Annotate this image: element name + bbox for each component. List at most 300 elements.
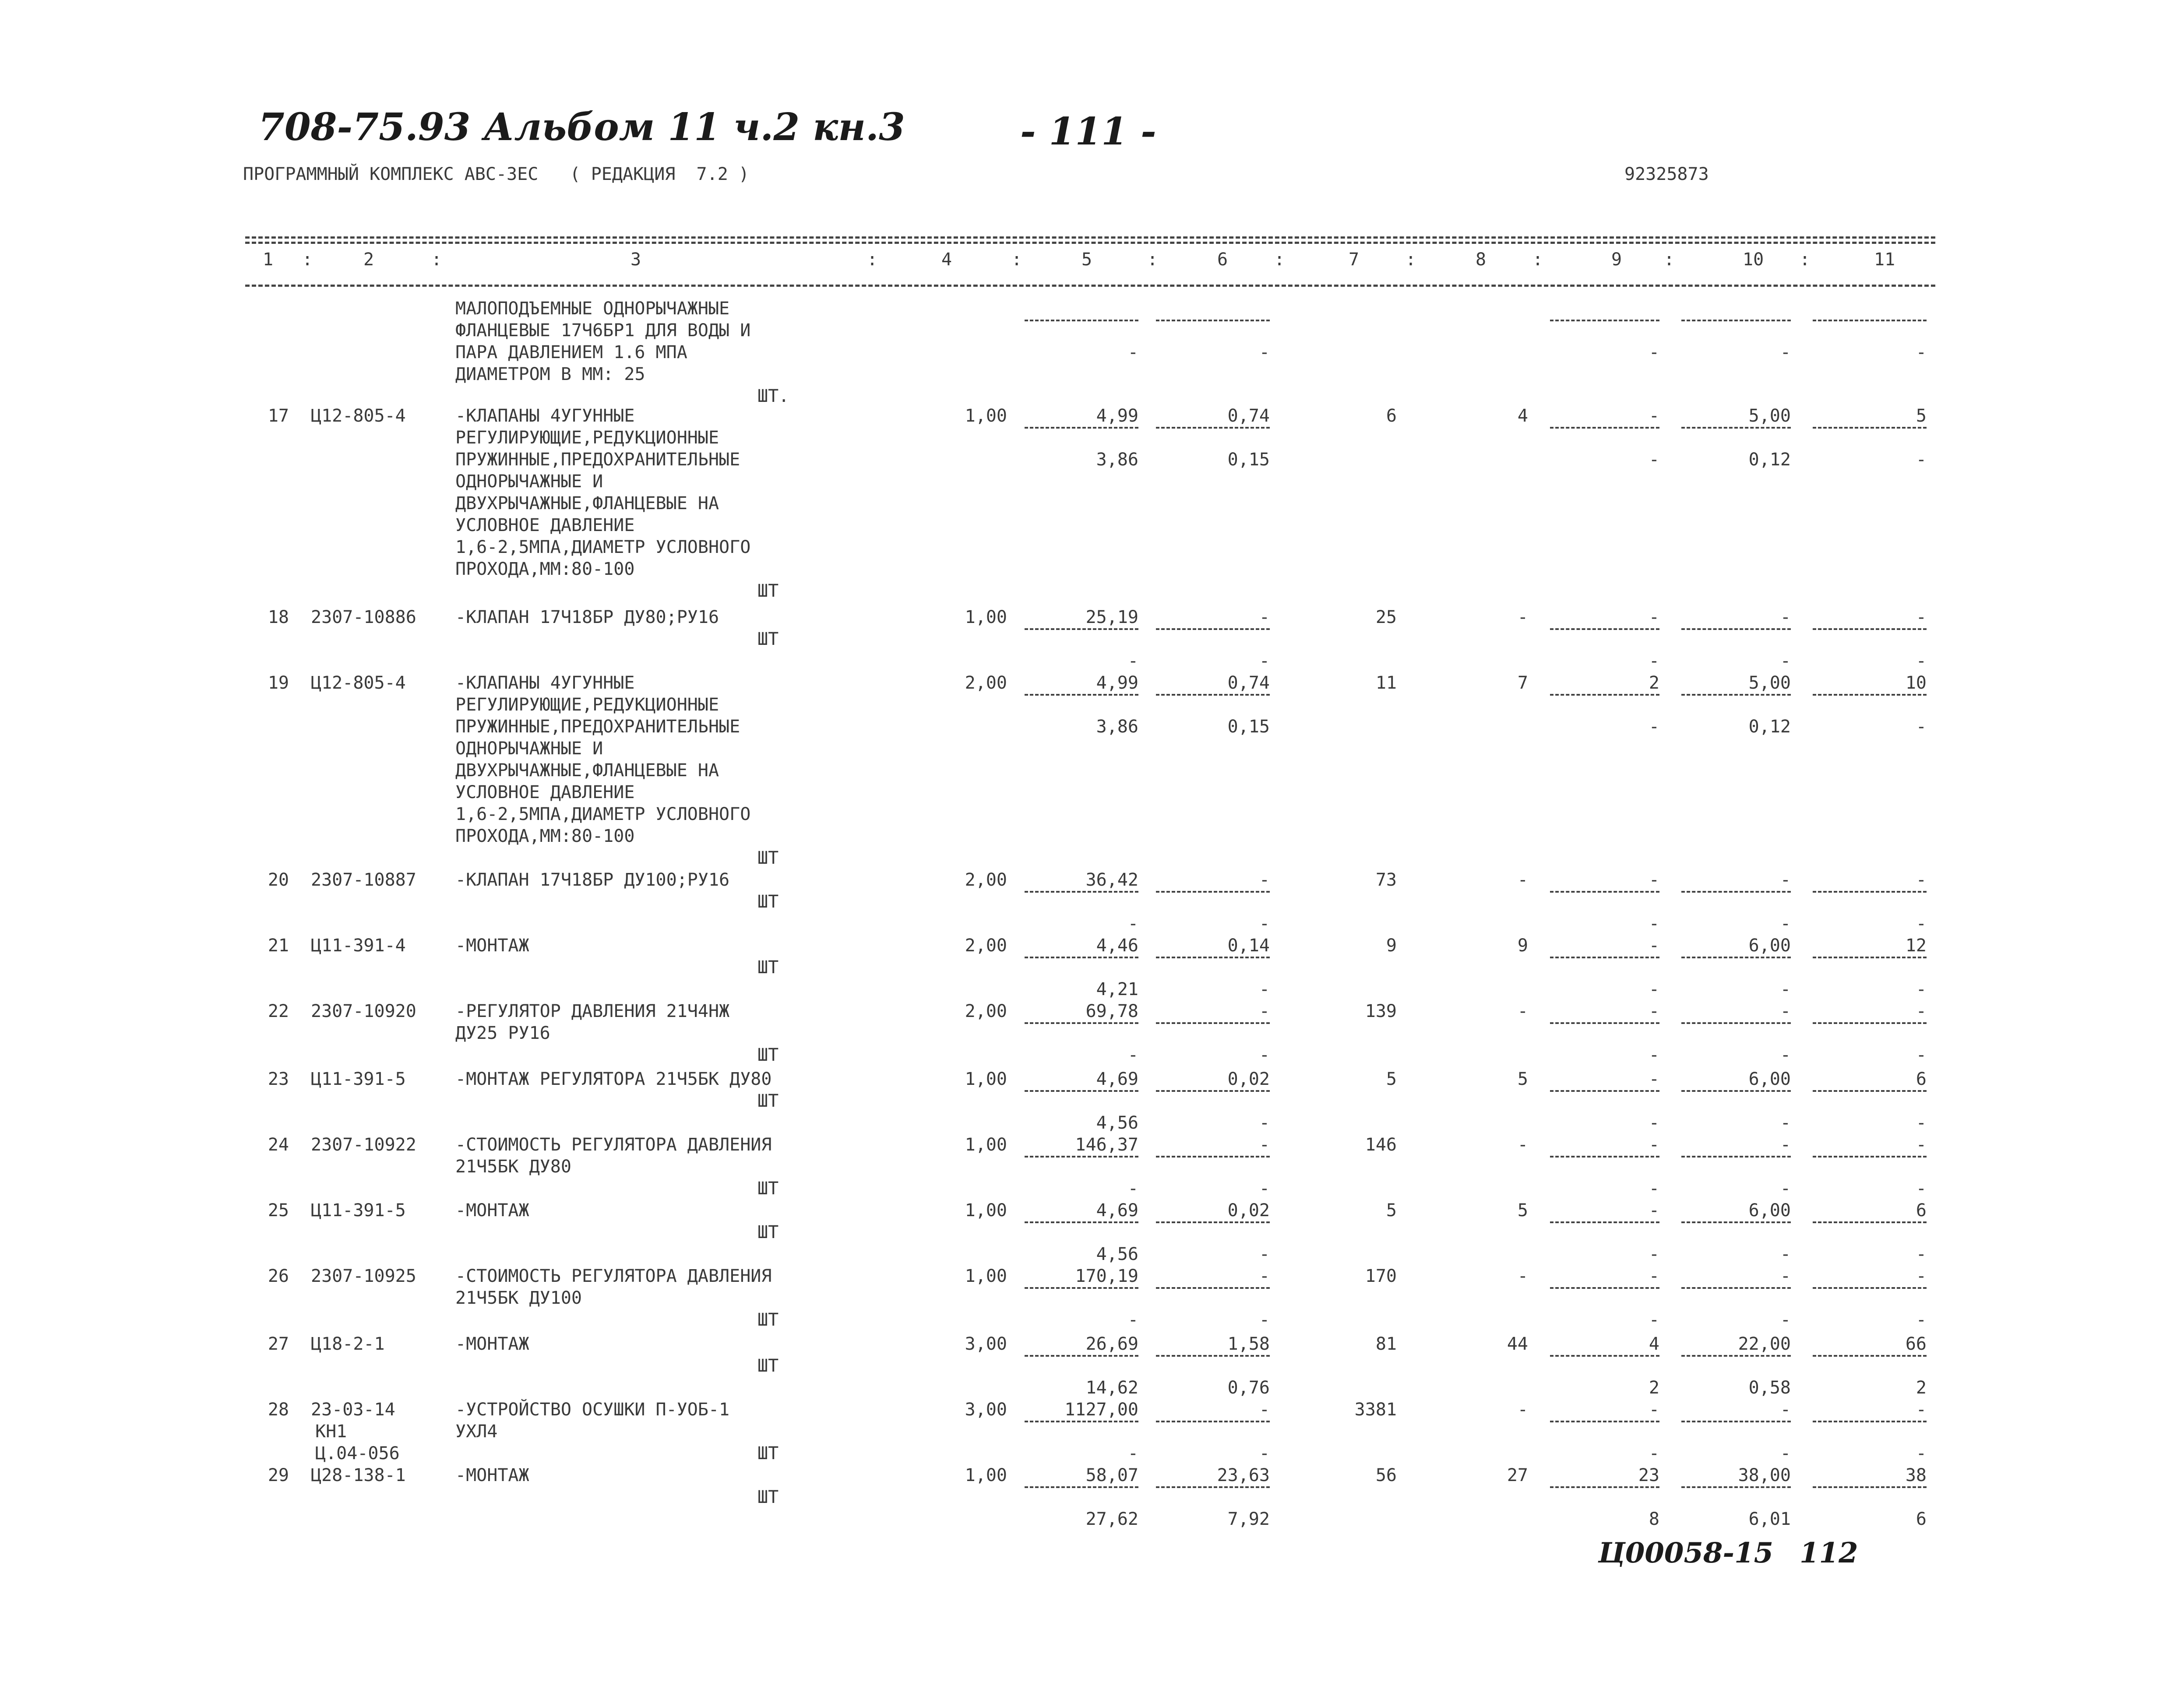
row-number: 23: [268, 1069, 289, 1089]
col5-subvalue: -: [1127, 1045, 1138, 1065]
col6-value: -: [1259, 1266, 1270, 1286]
unit-label: ШТ: [757, 1045, 779, 1065]
subtotal-divider: [1550, 957, 1659, 958]
description-line: -СТОИМОСТЬ РЕГУЛЯТОРА ДАВЛЕНИЯ: [455, 1266, 772, 1286]
subtotal-divider: [1550, 1287, 1659, 1289]
row-code: 2307-10925: [311, 1266, 416, 1286]
col6-value: 0,74: [1227, 406, 1270, 426]
col6-subvalue: -: [1259, 1113, 1270, 1133]
quantity: 1,00: [965, 1266, 1007, 1286]
col6-value: 0,02: [1227, 1200, 1270, 1221]
description-line: РЕГУЛИРУЮЩИЕ,РЕДУКЦИОННЫЕ: [455, 695, 719, 715]
description-line: ДВУХРЫЧАЖНЫЕ,ФЛАНЦЕВЫЕ НА: [455, 760, 719, 781]
subtotal-divider: [1156, 1156, 1270, 1158]
col9-value: -: [1649, 1266, 1659, 1286]
subtotal-divider: [1156, 1287, 1270, 1289]
header-rule-top-2: [245, 242, 1935, 244]
subtotal-divider: [1156, 891, 1270, 893]
subtotal-divider: [1156, 1022, 1270, 1024]
col9-value: -: [1649, 870, 1659, 890]
program-line: ПРОГРАММНЫЙ КОМПЛЕКС АВС-3ЕС ( РЕДАКЦИЯ 7.2 ): [243, 164, 749, 184]
col11-subvalue: -: [1916, 1443, 1927, 1464]
col7-value: 73: [1375, 870, 1397, 890]
col11-value: 10: [1905, 673, 1927, 693]
description-line: ОДНОРЫЧАЖНЫЕ И: [455, 739, 603, 759]
handwritten-title: 708-75.93 Альбом 11 ч.2 кн.3: [258, 105, 905, 149]
col7-value: 5: [1386, 1069, 1397, 1089]
subtotal-divider: [1550, 694, 1659, 696]
column-number-5: 5: [1081, 250, 1092, 270]
description-line: -КЛАПАНЫ 4УГУННЫЕ: [455, 673, 635, 693]
col11-value: -: [1916, 1400, 1927, 1420]
col11-value: 6: [1916, 1200, 1927, 1221]
col9-value: -: [1649, 1001, 1659, 1021]
quantity: 1,00: [965, 607, 1007, 627]
col5-value: 4,69: [1096, 1200, 1138, 1221]
row-code-line-3: Ц.04-056: [315, 1443, 400, 1464]
col7-value: 5: [1386, 1200, 1397, 1221]
subtotal-divider: [1025, 427, 1138, 429]
col8-value: -: [1517, 607, 1528, 627]
column-separator: :: [1011, 250, 1022, 270]
col9-value: -: [1649, 607, 1659, 627]
column-separator: :: [1800, 250, 1811, 270]
subtotal-divider: [1813, 957, 1927, 958]
subtotal-divider: [1025, 1486, 1138, 1488]
col10-subvalue: -: [1780, 914, 1791, 934]
column-separator: :: [867, 250, 878, 270]
col9-subvalue: -: [1649, 1244, 1659, 1264]
col6-value: 0,74: [1227, 673, 1270, 693]
col11-value: -: [1916, 1266, 1927, 1286]
col6-subvalue: -: [1259, 914, 1270, 934]
row-number: 18: [268, 607, 289, 627]
subtotal-divider: [1025, 1090, 1138, 1092]
col9-subvalue: -: [1649, 342, 1659, 362]
col6-subvalue: -: [1259, 342, 1270, 362]
col6-value: 0,02: [1227, 1069, 1270, 1089]
col8-value: -: [1517, 1135, 1528, 1155]
col5-value: 1127,00: [1064, 1400, 1138, 1420]
col9-value: 23: [1638, 1465, 1659, 1485]
col6-subvalue: 0,76: [1227, 1378, 1270, 1398]
unit-label: ШТ: [757, 957, 779, 978]
column-number-3: 3: [631, 250, 641, 270]
col5-subvalue: 4,21: [1096, 979, 1138, 999]
row-number: 20: [268, 870, 289, 890]
subtotal-divider: [1813, 694, 1927, 696]
col6-subvalue: 7,92: [1227, 1509, 1270, 1529]
description-line: ПАРА ДАВЛЕНИЕМ 1.6 МПА: [455, 342, 687, 362]
col9-subvalue: -: [1649, 450, 1659, 470]
description-line: -СТОИМОСТЬ РЕГУЛЯТОРА ДАВЛЕНИЯ: [455, 1135, 772, 1155]
col11-value: 6: [1916, 1069, 1927, 1089]
col9-subvalue: 2: [1649, 1378, 1659, 1398]
row-code: Ц11-391-4: [311, 936, 406, 956]
col8-value: -: [1517, 1001, 1528, 1021]
col5-value: 4,46: [1096, 936, 1138, 956]
col6-subvalue: -: [1259, 1045, 1270, 1065]
col11-subvalue: -: [1916, 1310, 1927, 1330]
col5-subvalue: 4,56: [1096, 1244, 1138, 1264]
subtotal-divider: [1025, 320, 1138, 321]
column-number-1: 1: [263, 250, 274, 270]
col6-subvalue: -: [1259, 1310, 1270, 1330]
subtotal-divider: [1813, 1287, 1927, 1289]
col9-value: -: [1649, 1135, 1659, 1155]
description-line: ПРОХОДА,ММ:80-100: [455, 559, 635, 579]
subtotal-divider: [1550, 1486, 1659, 1488]
col11-subvalue: -: [1916, 979, 1927, 999]
col10-value: 22,00: [1738, 1334, 1791, 1354]
col10-value: 6,00: [1748, 936, 1791, 956]
col6-subvalue: -: [1259, 1443, 1270, 1464]
quantity: 2,00: [965, 1001, 1007, 1021]
description-line: ДВУХРЫЧАЖНЫЕ,ФЛАНЦЕВЫЕ НА: [455, 493, 719, 514]
column-separator: :: [431, 250, 442, 270]
col9-value: 2: [1649, 673, 1659, 693]
subtotal-divider: [1156, 1486, 1270, 1488]
subtotal-divider: [1681, 957, 1791, 958]
description-line: 1,6-2,5МПА,ДИАМЕТР УСЛОВНОГО: [455, 804, 751, 824]
quantity: 1,00: [965, 1135, 1007, 1155]
column-number-9: 9: [1611, 250, 1622, 270]
subtotal-divider: [1025, 957, 1138, 958]
unit-label: ШТ: [757, 1487, 779, 1507]
description-line: ПРОХОДА,ММ:80-100: [455, 826, 635, 846]
col8-value: -: [1517, 870, 1528, 890]
subtotal-divider: [1550, 1221, 1659, 1223]
col10-subvalue: -: [1780, 1244, 1791, 1264]
quantity: 1,00: [965, 1465, 1007, 1485]
subtotal-divider: [1681, 427, 1791, 429]
quantity: 1,00: [965, 1069, 1007, 1089]
col11-value: 66: [1905, 1334, 1927, 1354]
col7-value: 56: [1375, 1465, 1397, 1485]
subtotal-divider: [1156, 694, 1270, 696]
col11-subvalue: -: [1916, 651, 1927, 671]
description-line: ДИАМЕТРОМ В ММ: 25: [455, 364, 645, 384]
row-number: 25: [268, 1200, 289, 1221]
subtotal-divider: [1813, 1090, 1927, 1092]
subtotal-divider: [1813, 891, 1927, 893]
column-number-10: 10: [1743, 250, 1764, 270]
col5-subvalue: -: [1127, 651, 1138, 671]
col10-value: -: [1780, 1001, 1791, 1021]
subtotal-divider: [1550, 427, 1659, 429]
col9-value: -: [1649, 406, 1659, 426]
header-rule-bottom: [245, 285, 1935, 287]
description-line: -МОНТАЖ: [455, 1200, 529, 1221]
col8-value: 27: [1507, 1465, 1528, 1485]
subtotal-divider: [1156, 1090, 1270, 1092]
col7-value: 146: [1365, 1135, 1397, 1155]
subtotal-divider: [1550, 1421, 1659, 1422]
column-number-6: 6: [1217, 250, 1228, 270]
col10-subvalue: 0,12: [1748, 450, 1791, 470]
description-line: -УСТРОЙСТВО ОСУШКИ П-УОБ-1: [455, 1400, 730, 1420]
subtotal-divider: [1025, 694, 1138, 696]
row-number: 28: [268, 1400, 289, 1420]
handwritten-footer-code: Ц00058-15: [1598, 1537, 1774, 1569]
col5-subvalue: -: [1127, 914, 1138, 934]
row-code: 2307-10922: [311, 1135, 416, 1155]
subtotal-divider: [1025, 891, 1138, 893]
col9-subvalue: -: [1649, 1045, 1659, 1065]
col10-subvalue: -: [1780, 1310, 1791, 1330]
quantity: 1,00: [965, 1200, 1007, 1221]
col11-subvalue: -: [1916, 914, 1927, 934]
subtotal-divider: [1813, 1221, 1927, 1223]
col7-value: 170: [1365, 1266, 1397, 1286]
subtotal-divider: [1681, 628, 1791, 630]
col5-value: 58,07: [1085, 1465, 1138, 1485]
description-line: 1,6-2,5МПА,ДИАМЕТР УСЛОВНОГО: [455, 537, 751, 557]
row-number: 19: [268, 673, 289, 693]
col7-value: 9: [1386, 936, 1397, 956]
description-line: УХЛ4: [455, 1422, 498, 1442]
col5-value: 25,19: [1085, 607, 1138, 627]
quantity: 2,00: [965, 673, 1007, 693]
row-number: 21: [268, 936, 289, 956]
unit-label: ШТ: [757, 1222, 779, 1242]
col5-subvalue: 3,86: [1096, 717, 1138, 737]
subtotal-divider: [1025, 1355, 1138, 1357]
col6-subvalue: -: [1259, 1179, 1270, 1199]
quantity: 2,00: [965, 870, 1007, 890]
col5-subvalue: 3,86: [1096, 450, 1138, 470]
subtotal-divider: [1156, 1221, 1270, 1223]
subtotal-divider: [1813, 1486, 1927, 1488]
subtotal-divider: [1681, 694, 1791, 696]
row-code: Ц11-391-5: [311, 1069, 406, 1089]
unit-label: ШТ: [757, 629, 779, 649]
col5-value: 69,78: [1085, 1001, 1138, 1021]
col6-subvalue: -: [1259, 979, 1270, 999]
subtotal-divider: [1813, 1421, 1927, 1422]
col11-value: -: [1916, 607, 1927, 627]
col6-value: 23,63: [1217, 1465, 1270, 1485]
col5-value: 4,69: [1096, 1069, 1138, 1089]
description-line: ДУ25 РУ16: [455, 1023, 550, 1043]
col5-subvalue: 14,62: [1085, 1378, 1138, 1398]
subtotal-divider: [1681, 1221, 1791, 1223]
subtotal-divider: [1813, 1355, 1927, 1357]
col10-subvalue: 0,58: [1748, 1378, 1791, 1398]
unit-label: ШТ: [757, 581, 779, 601]
description-line: ПРУЖИННЫЕ,ПРЕДОХРАНИТЕЛЬНЫЕ: [455, 450, 740, 470]
subtotal-divider: [1025, 1156, 1138, 1158]
unit-label: ШТ: [757, 1356, 779, 1376]
col10-value: -: [1780, 607, 1791, 627]
col9-subvalue: -: [1649, 1443, 1659, 1464]
col10-value: -: [1780, 870, 1791, 890]
unit-label: ШТ.: [757, 386, 789, 406]
row-number: 22: [268, 1001, 289, 1021]
page-number-mark: - 111 -: [1020, 109, 1156, 154]
subtotal-divider: [1681, 1287, 1791, 1289]
col6-value: 1,58: [1227, 1334, 1270, 1354]
col5-value: 170,19: [1075, 1266, 1138, 1286]
description-line: -МОНТАЖ: [455, 1465, 529, 1485]
column-number-11: 11: [1874, 250, 1895, 270]
subtotal-divider: [1025, 628, 1138, 630]
col10-value: -: [1780, 1266, 1791, 1286]
subtotal-divider: [1550, 1156, 1659, 1158]
col8-value: 44: [1507, 1334, 1528, 1354]
subtotal-divider: [1813, 1156, 1927, 1158]
subtotal-divider: [1550, 320, 1659, 321]
quantity: 3,00: [965, 1334, 1007, 1354]
col9-value: -: [1649, 1069, 1659, 1089]
col9-subvalue: -: [1649, 914, 1659, 934]
col9-subvalue: -: [1649, 651, 1659, 671]
col6-subvalue: -: [1259, 1244, 1270, 1264]
row-code-line-2: КН1: [315, 1422, 347, 1442]
subtotal-divider: [1156, 628, 1270, 630]
subtotal-divider: [1025, 1221, 1138, 1223]
col10-subvalue: -: [1780, 1179, 1791, 1199]
column-separator: :: [1274, 250, 1285, 270]
description-line: ПРУЖИННЫЕ,ПРЕДОХРАНИТЕЛЬНЫЕ: [455, 717, 740, 737]
subtotal-divider: [1550, 628, 1659, 630]
col10-subvalue: 6,01: [1748, 1509, 1791, 1529]
subtotal-divider: [1156, 427, 1270, 429]
subtotal-divider: [1681, 1486, 1791, 1488]
subtotal-divider: [1813, 628, 1927, 630]
col8-value: 5: [1517, 1069, 1528, 1089]
col5-subvalue: 4,56: [1096, 1113, 1138, 1133]
column-separator: :: [1664, 250, 1675, 270]
col9-value: -: [1649, 936, 1659, 956]
description-line: -МОНТАЖ: [455, 936, 529, 956]
col9-subvalue: 8: [1649, 1509, 1659, 1529]
row-number: 26: [268, 1266, 289, 1286]
subtotal-divider: [1681, 1022, 1791, 1024]
description-line: -РЕГУЛЯТОР ДАВЛЕНИЯ 21Ч4НЖ: [455, 1001, 730, 1021]
col9-subvalue: -: [1649, 979, 1659, 999]
row-code: 2307-10887: [311, 870, 416, 890]
col11-subvalue: -: [1916, 450, 1927, 470]
col10-subvalue: -: [1780, 1113, 1791, 1133]
row-code: Ц11-391-5: [311, 1200, 406, 1221]
subtotal-divider: [1681, 1090, 1791, 1092]
description-line: ОДНОРЫЧАЖНЫЕ И: [455, 472, 603, 492]
col8-value: 7: [1517, 673, 1528, 693]
subtotal-divider: [1681, 1355, 1791, 1357]
row-number: 27: [268, 1334, 289, 1354]
row-code: 23-03-14: [311, 1400, 395, 1420]
column-number-2: 2: [363, 250, 374, 270]
col8-value: -: [1517, 1400, 1528, 1420]
col7-value: 81: [1375, 1334, 1397, 1354]
col10-subvalue: 0,12: [1748, 717, 1791, 737]
row-number: 17: [268, 406, 289, 426]
col11-subvalue: -: [1916, 1244, 1927, 1264]
col6-value: -: [1259, 607, 1270, 627]
col8-value: 9: [1517, 936, 1528, 956]
col6-value: -: [1259, 870, 1270, 890]
quantity: 1,00: [965, 406, 1007, 426]
description-line: -МОНТАЖ РЕГУЛЯТОРА 21Ч5БК ДУ80: [455, 1069, 772, 1089]
col11-subvalue: 6: [1916, 1509, 1927, 1529]
col11-value: 5: [1916, 406, 1927, 426]
subtotal-divider: [1156, 957, 1270, 958]
row-code: Ц12-805-4: [311, 406, 406, 426]
col8-value: 4: [1517, 406, 1528, 426]
row-code: Ц18-2-1: [311, 1334, 385, 1354]
unit-label: ШТ: [757, 1179, 779, 1199]
col5-subvalue: -: [1127, 1310, 1138, 1330]
col6-subvalue: 0,15: [1227, 450, 1270, 470]
description-line: -КЛАПАН 17Ч18БР ДУ100;РУ16: [455, 870, 730, 890]
quantity: 2,00: [965, 936, 1007, 956]
column-number-8: 8: [1476, 250, 1487, 270]
subtotal-divider: [1813, 1022, 1927, 1024]
row-code: Ц28-138-1: [311, 1465, 406, 1485]
row-number: 24: [268, 1135, 289, 1155]
unit-label: ШТ: [757, 1443, 779, 1464]
col5-value: 36,42: [1085, 870, 1138, 890]
subtotal-divider: [1681, 320, 1791, 321]
col6-value: -: [1259, 1001, 1270, 1021]
column-number-4: 4: [941, 250, 952, 270]
col11-value: -: [1916, 1001, 1927, 1021]
description-line: РЕГУЛИРУЮЩИЕ,РЕДУКЦИОННЫЕ: [455, 428, 719, 448]
col9-value: -: [1649, 1200, 1659, 1221]
column-separator: :: [1147, 250, 1158, 270]
col8-value: -: [1517, 1266, 1528, 1286]
description-line: УСЛОВНОЕ ДАВЛЕНИЕ: [455, 515, 635, 535]
subtotal-divider: [1681, 1421, 1791, 1422]
unit-label: ШТ: [757, 1091, 779, 1111]
row-code: 2307-10920: [311, 1001, 416, 1021]
col5-subvalue: 27,62: [1085, 1509, 1138, 1529]
col10-value: -: [1780, 1135, 1791, 1155]
col11-value: 12: [1905, 936, 1927, 956]
col11-value: -: [1916, 870, 1927, 890]
column-separator: :: [302, 250, 313, 270]
col10-value: 6,00: [1748, 1069, 1791, 1089]
subtotal-divider: [1025, 1421, 1138, 1422]
col10-subvalue: -: [1780, 342, 1791, 362]
row-code: Ц12-805-4: [311, 673, 406, 693]
description-line: -КЛАПАН 17Ч18БР ДУ80;РУ16: [455, 607, 719, 627]
unit-label: ШТ: [757, 1310, 779, 1330]
description-line: 21Ч5БК ДУ80: [455, 1157, 571, 1177]
col7-value: 6: [1386, 406, 1397, 426]
col6-subvalue: 0,15: [1227, 717, 1270, 737]
col6-value: -: [1259, 1400, 1270, 1420]
unit-label: ШТ: [757, 848, 779, 868]
col10-value: -: [1780, 1400, 1791, 1420]
col9-value: 4: [1649, 1334, 1659, 1354]
col5-value: 146,37: [1075, 1135, 1138, 1155]
col11-subvalue: -: [1916, 342, 1927, 362]
subtotal-divider: [1025, 1022, 1138, 1024]
unit-label: ШТ: [757, 892, 779, 912]
column-number-7: 7: [1349, 250, 1360, 270]
col10-value: 5,00: [1748, 406, 1791, 426]
subtotal-divider: [1156, 320, 1270, 321]
col10-subvalue: -: [1780, 651, 1791, 671]
description-line: МАЛОПОДЪЕМНЫЕ ОДНОРЫЧАЖНЫЕ: [455, 299, 730, 319]
col11-subvalue: -: [1916, 1179, 1927, 1199]
subtotal-divider: [1550, 1355, 1659, 1357]
col7-value: 25: [1375, 607, 1397, 627]
row-number: 29: [268, 1465, 289, 1485]
col5-value: 4,99: [1096, 406, 1138, 426]
